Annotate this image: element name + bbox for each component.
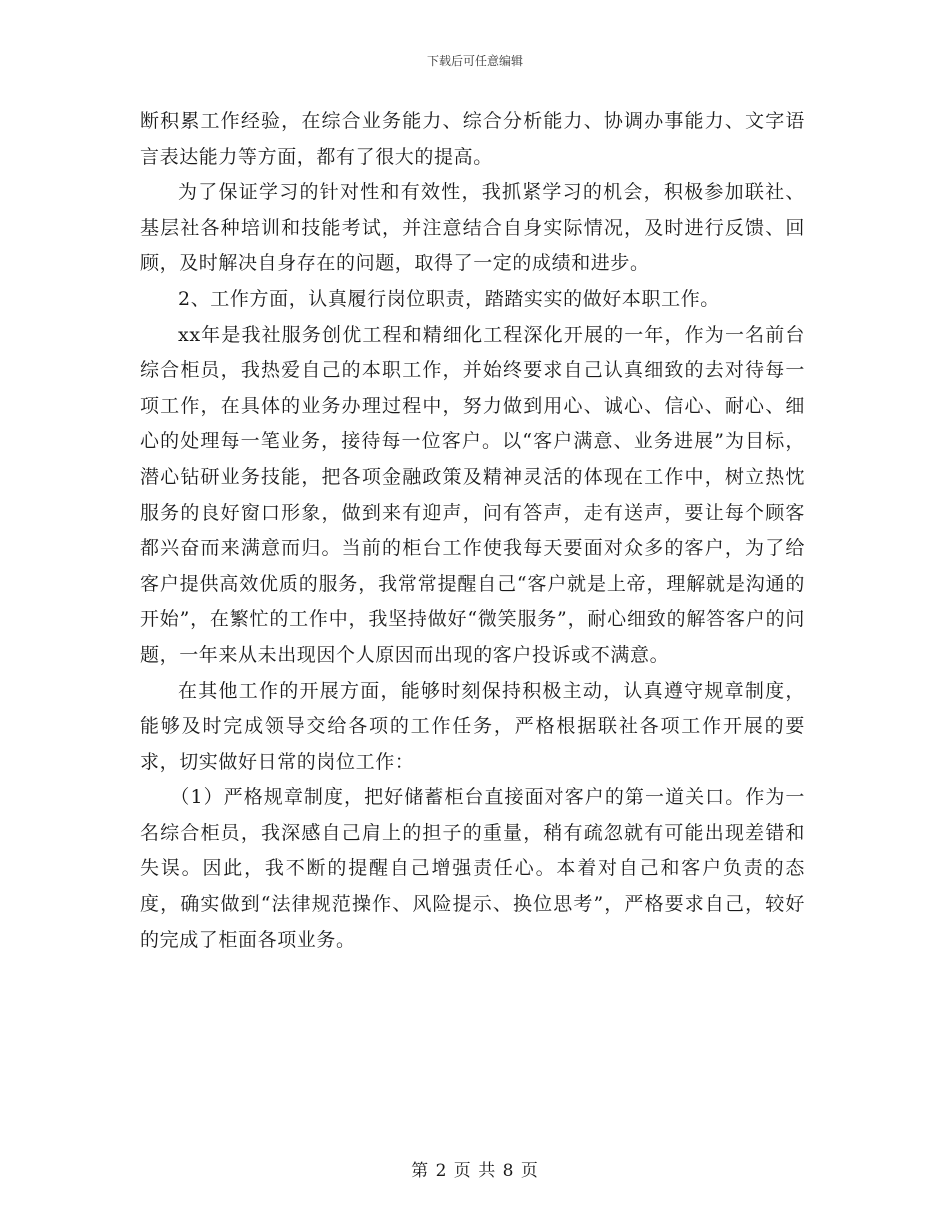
paragraph-continuation: 断积累工作经验，在综合业务能力、综合分析能力、协调办事能力、文字语言表达能力等方面，都有了很大的提高。 [140, 110, 805, 168]
paragraph-study: 为了保证学习的针对性和有效性，我抓紧学习的机会，积极参加联社、基层社各种培训和技能考试，并注意结合自身实际情况，及时进行反馈、回顾，及时解决自身存在的问题，取得了一定的成绩和进步。 [140, 181, 805, 275]
paragraph-work-heading: 2、工作方面，认真履行岗位职责，踏踏实实的做好本职工作。 [178, 287, 720, 310]
page-header: 下载后可任意编辑 [426, 54, 523, 68]
paragraph-service: xx年是我社服务创优工程和精细化工程深化开展的一年，作为一名前台综合柜员，我热爱自己的本职工作，并始终要求自己认真细致的去对待每一项工作，在具体的业务办理过程中，努力做到用心、诚心、信心、耐心、细心的处理每一笔业务，接待每一位客户。以“客户满意、业务进展”为目标，潜心钻研业务技能，把各项金融政策及精神灵活的体现在工作中，树立热忱服务的良好窗口形象，做到来有迎声，问有答声，走有送声，要让每个顾客都兴奋而来满意而归。当前的柜台工作使我每天要面对众多的客户，为了给客户提供高效优质的服务，我常常提醒自己“客户就是上帝，理解就是沟通的开始”，在繁忙的工作中，我坚持做好“微笑服务”，耐心细致的解答客户的问题，一年来从未出现因个人原因而出现的客户投诉或不满意。 [140, 323, 805, 666]
paragraph-rules: （1）严格规章制度，把好储蓄柜台直接面对客户的第一道关口。作为一名综合柜员，我深感自己肩上的担子的重量，稍有疏忽就有可能出现差错和失误。因此，我不断的提醒自己增强责任心。本着对自己和客户负责的态度，确实做到“法律规范操作、风险提示、换位思考”，严格要求自己，较好的完成了柜面各项业务。 [140, 786, 805, 951]
paragraph-other-work: 在其他工作的开展方面，能够时刻保持积极主动，认真遵守规章制度，能够及时完成领导交给各项的工作任务，严格根据联社各项工作开展的要求，切实做好日常的岗位工作： [140, 679, 805, 773]
page-footer: 第 2 页 共 8 页 [411, 1161, 539, 1181]
document-body [140, 104, 805, 958]
